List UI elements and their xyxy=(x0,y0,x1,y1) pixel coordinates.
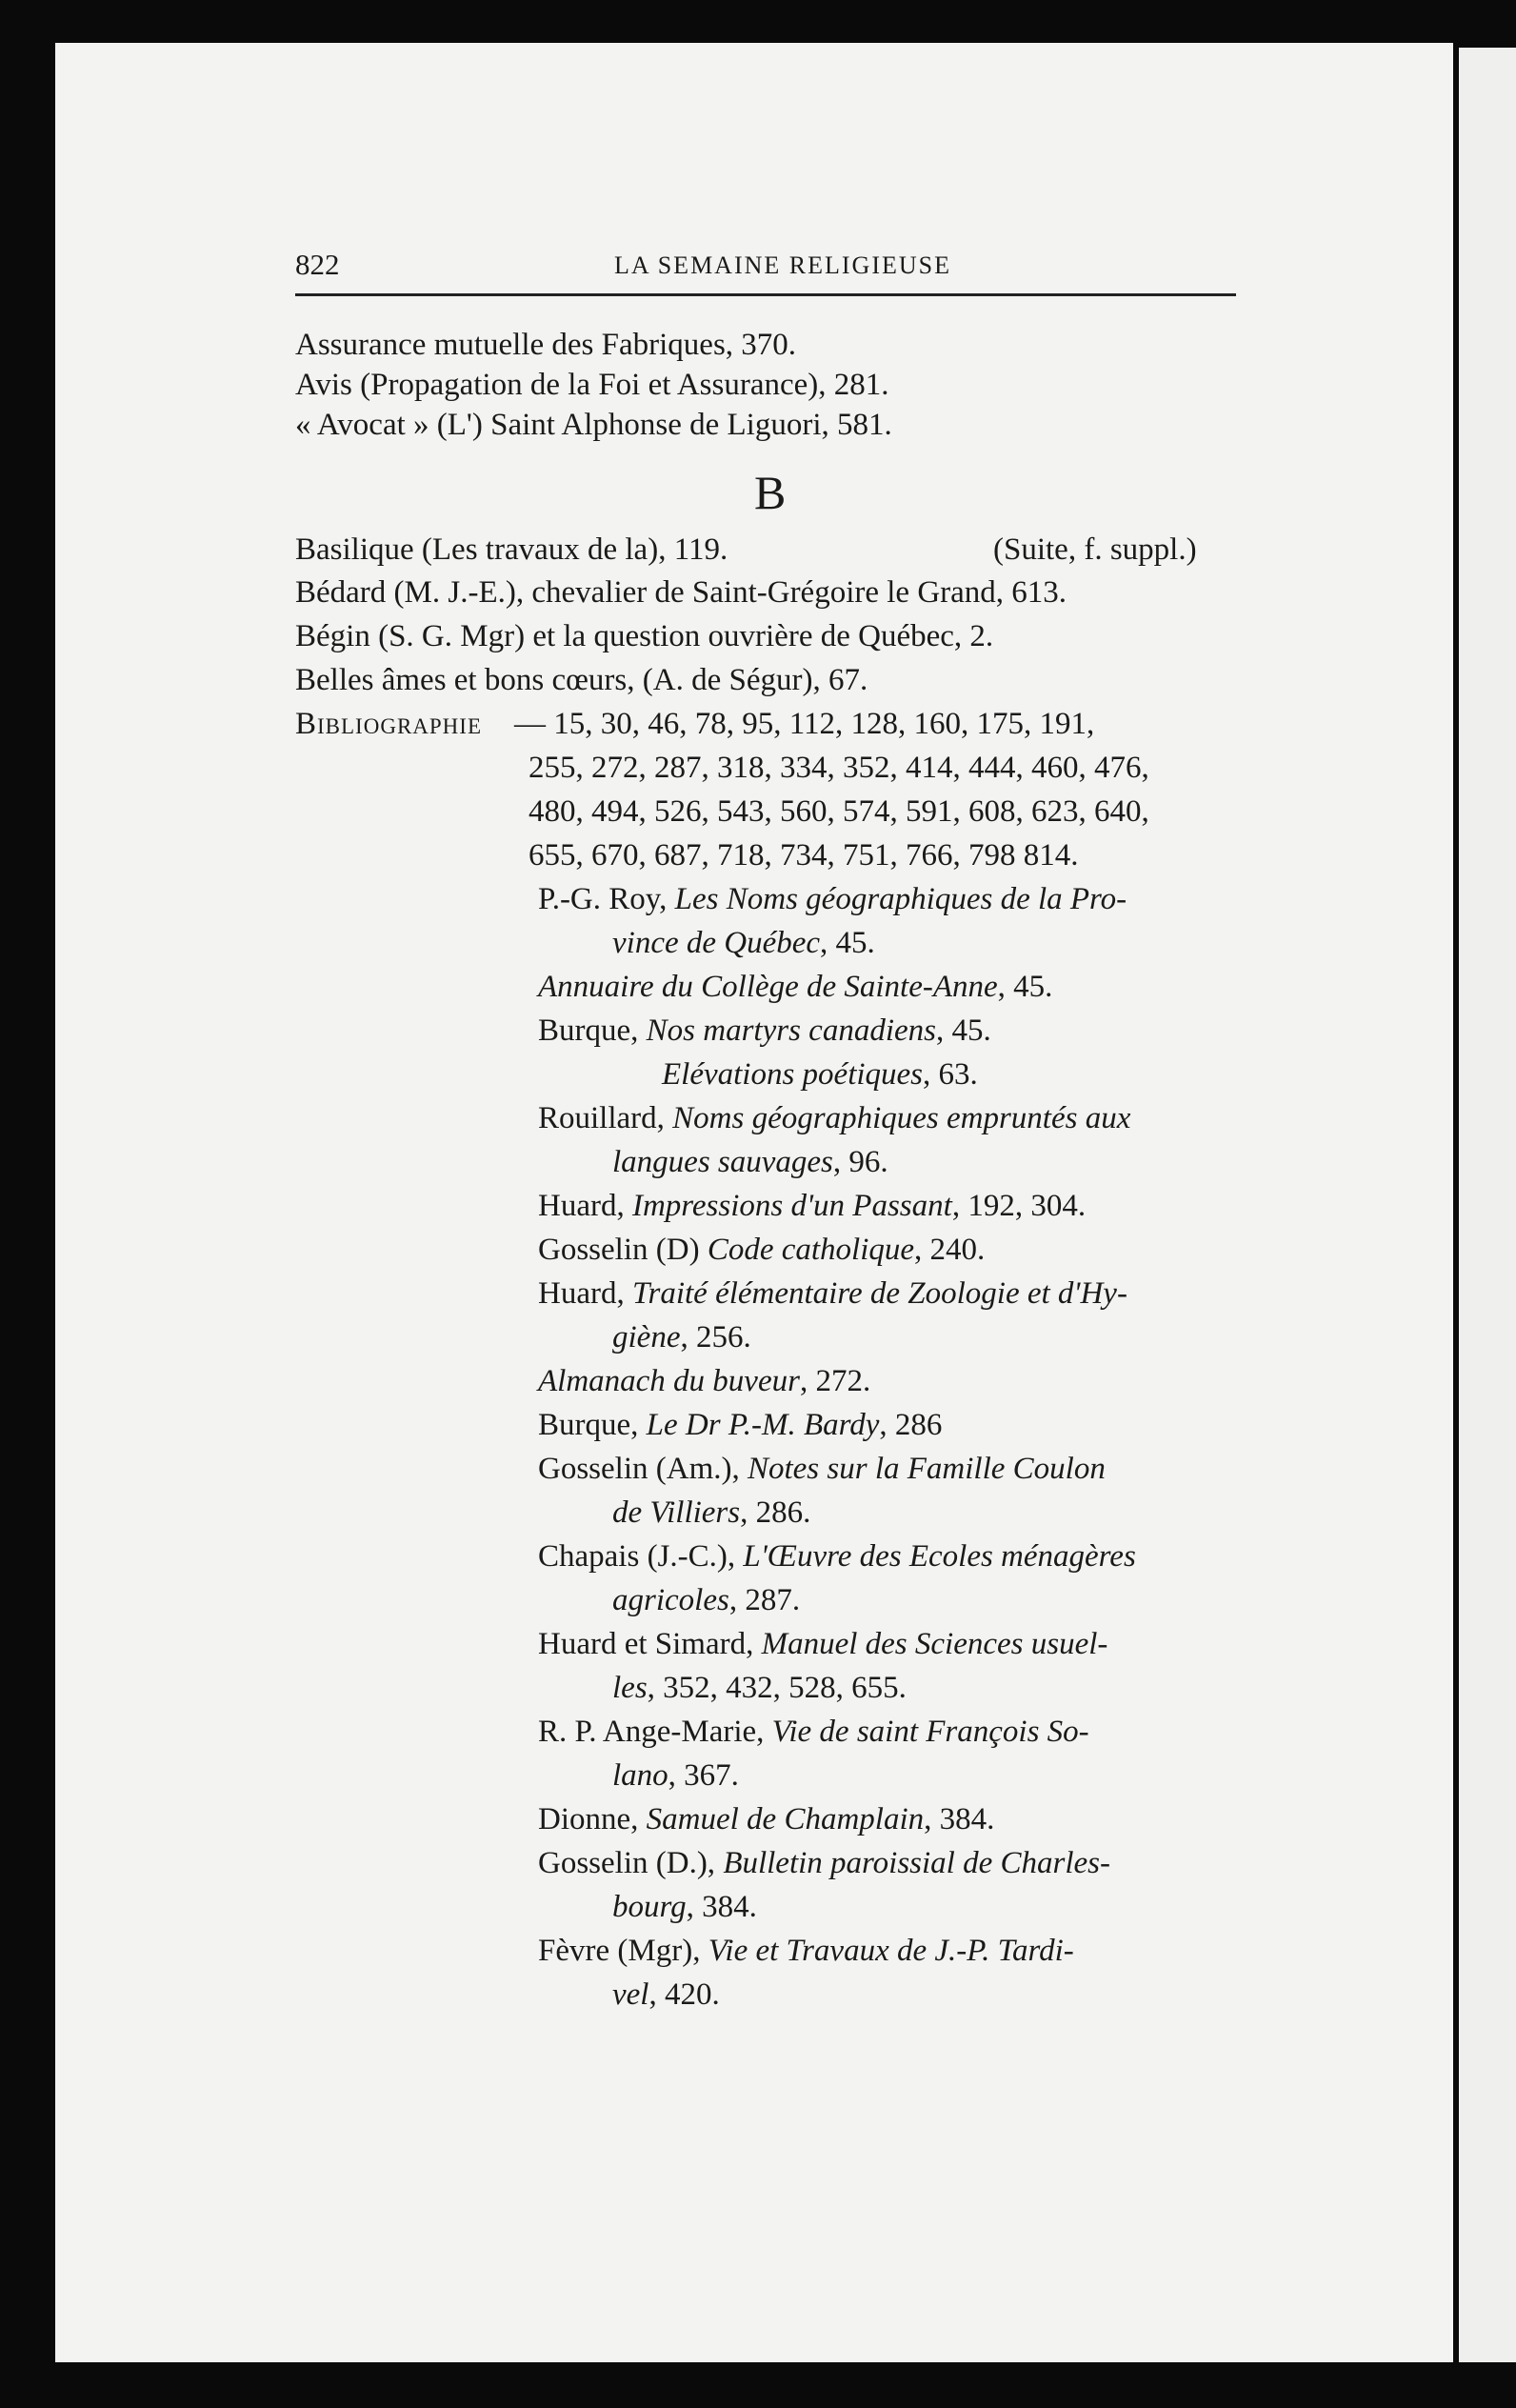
book-entry: Huard, Traité élémentaire de Zoologie et d'Hy- xyxy=(538,1276,1127,1311)
index-note: (Suite, f. suppl.) xyxy=(993,532,1197,567)
index-entry: Basilique (Les travaux de la), 119. xyxy=(295,532,728,567)
book-entry: Chapais (J.-C.), L'Œuvre des Ecoles ménagères xyxy=(538,1539,1136,1574)
index-entry: Belles âmes et bons cœurs, (A. de Ségur), 67. xyxy=(295,663,868,697)
book-entry: Burque, Le Dr P.-M. Bardy, 286 xyxy=(538,1408,943,1442)
page-number: 822 xyxy=(295,248,340,281)
book-entry: Annuaire du Collège de Sainte-Anne, 45. xyxy=(538,970,1053,1004)
book-entry-cont: langues sauvages, 96. xyxy=(612,1145,888,1179)
running-header xyxy=(295,238,1233,295)
book-entry: Gosselin (D) Code catholique, 240. xyxy=(538,1233,986,1267)
book-entry: Elévations poétiques, 63. xyxy=(662,1057,978,1092)
facing-page-edge xyxy=(1459,48,1516,2362)
book-entry: Huard et Simard, Manuel des Sciences usuel- xyxy=(538,1627,1108,1661)
bibliographie-label: Bibliographie xyxy=(295,707,482,741)
book-entry: Gosselin (Am.), Notes sur la Famille Coulon xyxy=(538,1452,1106,1486)
book-entry: Gosselin (D.), Bulletin paroissial de Charles- xyxy=(538,1846,1110,1880)
book-entry-cont: giène, 256. xyxy=(612,1320,751,1354)
bibliographie-pages: — 15, 30, 46, 78, 95, 112, 128, 160, 175, 191, xyxy=(514,707,1095,741)
book-entry: Huard, Impressions d'un Passant, 192, 304. xyxy=(538,1189,1087,1223)
bibliographie-pages: 480, 494, 526, 543, 560, 574, 591, 608, 623, 640, xyxy=(529,794,1149,829)
index-entry: Bégin (S. G. Mgr) et la question ouvrière de Québec, 2. xyxy=(295,619,994,653)
book-entry-cont: de Villiers, 286. xyxy=(612,1495,811,1530)
book-entry-cont: vel, 420. xyxy=(612,1977,720,2012)
index-entry: Bédard (M. J.-E.), chevalier de Saint-Grégoire le Grand, 613. xyxy=(295,575,1067,610)
index-entry: Avis (Propagation de la Foi et Assurance), 281. xyxy=(295,368,889,402)
book-entry: R. P. Ange-Marie, Vie de saint François So- xyxy=(538,1715,1089,1749)
book-entry-cont: les, 352, 432, 528, 655. xyxy=(612,1671,907,1705)
index-entry: « Avocat » (L') Saint Alphonse de Liguori, 581. xyxy=(295,408,892,442)
index-entry: Assurance mutuelle des Fabriques, 370. xyxy=(295,328,797,362)
book-entry-cont: vince de Québec, 45. xyxy=(612,926,875,960)
book-entry: Fèvre (Mgr), Vie et Travaux de J.-P. Tardi- xyxy=(538,1934,1074,1968)
book-entry-cont: agricoles, 287. xyxy=(612,1583,801,1617)
book-entry: Rouillard, Noms géographiques empruntés aux xyxy=(538,1101,1131,1135)
bibliographie-pages: 255, 272, 287, 318, 334, 352, 414, 444, 460, 476, xyxy=(529,751,1149,785)
book-entry: Burque, Nos martyrs canadiens, 45. xyxy=(538,1013,991,1048)
book-entry: Almanach du buveur, 272. xyxy=(538,1364,871,1398)
header-rule xyxy=(295,293,1236,296)
section-letter: B xyxy=(754,466,787,519)
book-entry-cont: lano, 367. xyxy=(612,1758,739,1793)
book-entry: P.-G. Roy, Les Noms géographiques de la Pro- xyxy=(538,882,1127,916)
running-title: LA SEMAINE RELIGIEUSE xyxy=(614,251,951,279)
book-entry: Dionne, Samuel de Champlain, 384. xyxy=(538,1802,995,1836)
book-entry-cont: bourg, 384. xyxy=(612,1890,757,1924)
bibliographie-pages: 655, 670, 687, 718, 734, 751, 766, 798 814. xyxy=(529,838,1079,873)
